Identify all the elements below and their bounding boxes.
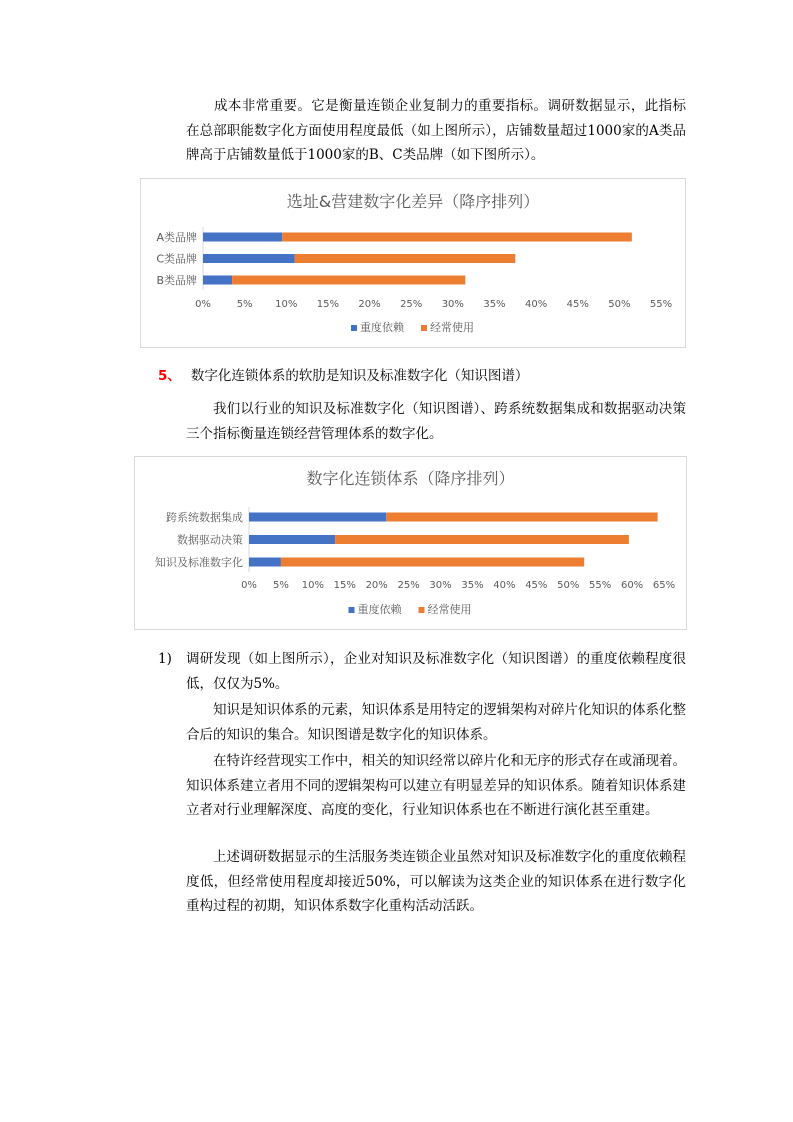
x-tick-label: 65% [652,580,676,591]
bar-heavy-reliance [203,254,295,263]
x-tick-label: 25% [397,580,420,591]
legend-swatch [419,607,425,613]
x-tick-label: 15% [316,299,340,310]
x-tick-label: 5% [272,580,289,591]
chart-digital-chain [134,456,687,630]
chart-digital-chain-svg [135,457,686,629]
bar-heavy-reliance [249,558,281,567]
legend-label: 经常使用 [430,321,474,334]
legend-swatch [351,325,357,331]
intro-paragraph: 成本非常重要。它是衡量连锁企业复制力的重要指标。调研数据显示，此指标在总部职能数字化方面使用程度最低（如上图所示），店铺数量超过1000家的A类品牌高于店铺数量低于1000家的B、C类品牌（如下图所示）。 [186,98,686,163]
paragraph-practice: 在特许经营现实工作中，相关的知识经常以碎片化和无序的形式存在或涌现着。知识体系建立者用不同的逻辑架构可以建立有明显差异的知识体系。随着知识体系建立者对行业理解深度、高度的变化，行业知识体系也在不断进行演化甚至重建。 [186,753,686,818]
x-tick-label: 0% [241,580,257,591]
x-tick-label: 35% [461,580,484,591]
category-label: 跨系统数据集成 [166,511,243,524]
x-tick-label: 25% [400,299,423,310]
category-label: 数据驱动决策 [177,533,243,547]
bar-frequent-use [386,513,657,522]
category-label: A类品牌 [156,231,197,244]
paragraph-conclusion: 上述调研数据显示的生活服务类连锁企业虽然对知识及标准数字化的重度依赖程度低，但经常使用程度却接近50%，可以解读为这类企业的知识体系在进行数字化重构过程的初期，知识体系数字化重构活动活跃。 [186,849,686,914]
x-tick-label: 50% [557,580,580,591]
x-tick-label: 10% [301,580,324,591]
list-marker-1: 1) [158,651,172,667]
list-item-1-text: 调研发现（如上图所示），企业对知识及标准数字化（知识图谱）的重度依赖程度很低，仅仅为5%。 [186,651,686,692]
chart-title: 数字化连锁体系（降序排列） [306,469,515,488]
x-tick-label: 5% [236,299,253,310]
legend-swatch [349,607,355,613]
bar-frequent-use [295,254,516,263]
bar-frequent-use [282,233,632,242]
x-tick-label: 55% [589,580,612,591]
legend-label: 经常使用 [427,603,472,616]
x-tick-label: 20% [365,580,388,591]
section-title: 数字化连锁体系的软肋是知识及标准数字化（知识图谱） [190,368,529,384]
legend-label: 重度依赖 [357,603,402,616]
x-tick-label: 35% [483,299,506,310]
x-tick-label: 40% [524,299,548,310]
chart-site-selection [140,178,686,348]
bar-heavy-reliance [203,276,232,285]
x-tick-label: 10% [275,299,298,310]
x-tick-label: 45% [525,580,548,591]
chart-title: 选址&营建数字化差异（降序排列） [286,192,540,211]
section-heading [158,364,528,388]
x-tick-label: 60% [620,580,644,591]
bar-heavy-reliance [249,513,386,522]
bar-heavy-reliance [249,535,335,544]
legend-swatch [421,325,427,331]
x-tick-label: 20% [358,299,381,310]
category-label: C类品牌 [156,252,197,266]
bar-frequent-use [232,276,465,285]
category-label: 知识及标准数字化 [155,556,243,569]
category-label: B类品牌 [156,274,197,287]
x-tick-label: 55% [649,299,673,310]
x-tick-label: 50% [608,299,631,310]
x-tick-label: 40% [493,580,516,591]
x-tick-label: 0% [195,299,211,310]
bar-heavy-reliance [203,233,282,242]
x-tick-label: 30% [441,299,464,310]
x-tick-label: 45% [566,299,589,310]
x-tick-label: 30% [429,580,452,591]
section-number: 5、 [158,368,181,384]
x-tick-label: 15% [333,580,356,591]
paragraph-knowledge: 知识是知识体系的元素，知识体系是用特定的逻辑架构对碎片化知识的体系化整合后的知识的集合。知识图谱是数字化的知识体系。 [186,702,686,743]
chart-site-selection-svg [141,179,685,347]
legend-label: 重度依赖 [360,321,404,334]
bar-frequent-use [281,558,584,567]
section-paragraph: 我们以行业的知识及标准数字化（知识图谱）、跨系统数据集成和数据驱动决策三个指标衡量连锁经营管理体系的数字化。 [186,401,686,442]
bar-frequent-use [335,535,629,544]
